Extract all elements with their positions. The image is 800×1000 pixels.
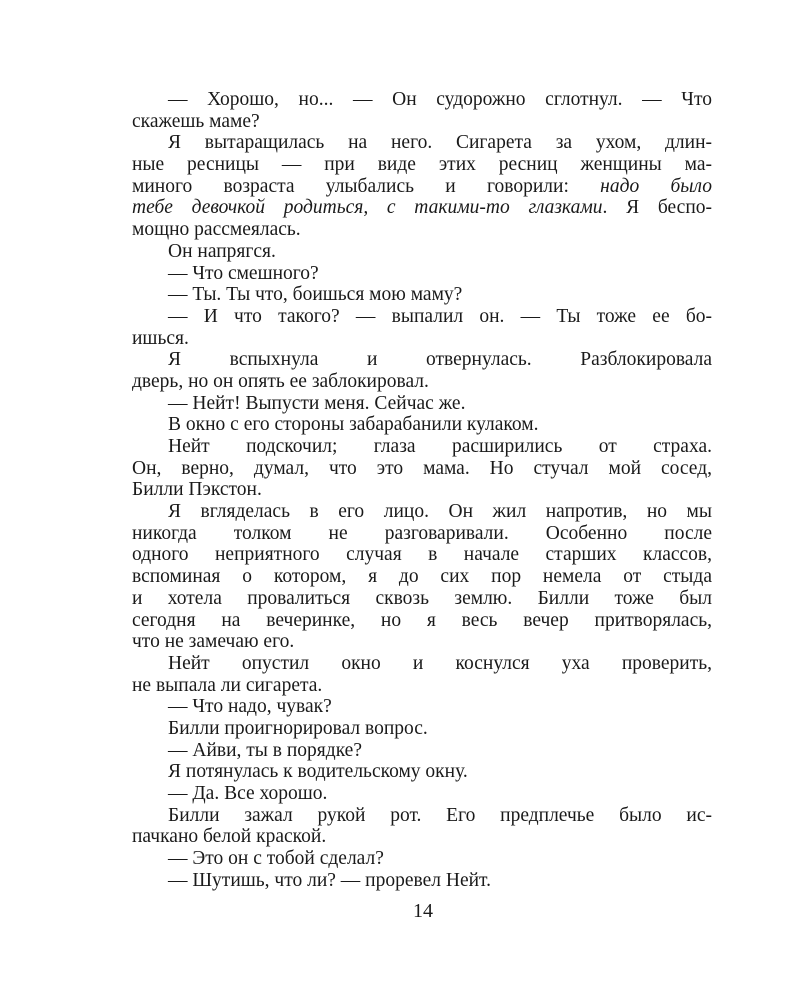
text-segment: миного возраста улыбались и говорили: <box>132 175 601 197</box>
text-line <box>132 718 712 740</box>
text-line <box>132 241 712 263</box>
text-line <box>132 805 712 827</box>
text-line <box>132 89 712 111</box>
text-segment: Я вгляделась в его лицо. Он жил напротив, но мы <box>168 501 712 523</box>
text-segment: — Нейт! Выпусти меня. Сейчас же. <box>168 392 466 414</box>
text-segment: — Шутишь, что ли? — проревел Нейт. <box>168 869 491 891</box>
book-page-text <box>132 89 712 891</box>
text-segment: не выпала ли сигарета. <box>132 674 323 696</box>
text-line <box>132 610 712 632</box>
text-segment: — Айви, ты в порядке? <box>168 739 362 761</box>
text-segment: Я потянулась к водительскому окну. <box>168 761 468 783</box>
text-segment: В окно с его стороны забарабанили кулаком. <box>168 414 539 436</box>
text-segment: одного неприятного случая в начале старших классов, <box>132 544 712 566</box>
text-segment: вспоминая о котором, я до сих пор немела от стыда <box>132 566 712 588</box>
text-segment: — Это он с тобой сделал? <box>168 848 384 870</box>
text-segment: — Хорошо, но... — Он судорожно сглотнул. — Что <box>168 89 712 110</box>
text-segment: Билли зажал рукой рот. Его предплечье было ис- <box>168 804 712 826</box>
text-segment: что не замечаю его. <box>132 631 295 653</box>
text-line <box>132 523 712 545</box>
text-segment: Билли Пэкстон. <box>132 479 262 501</box>
text-segment: никогда толком не разговаривали. Особенно после <box>132 522 712 544</box>
text-line <box>132 783 712 805</box>
text-line <box>132 328 712 350</box>
text-line <box>132 371 712 393</box>
text-line <box>132 263 712 285</box>
text-segment: — Да. Все хорошо. <box>168 783 328 804</box>
text-line <box>132 414 712 436</box>
text-line <box>132 588 712 610</box>
text-segment: Он напрягся. <box>168 240 276 262</box>
text-line <box>132 132 712 154</box>
text-segment: Нейт опустил окно и коснулся уха проверить, <box>168 652 712 674</box>
text-segment: скажешь маме? <box>132 110 260 132</box>
text-line <box>132 154 712 176</box>
text-segment: . Я беспо- <box>602 197 713 219</box>
text-segment: ные ресницы — при виде этих ресниц женщины ма- <box>132 154 712 176</box>
text-line <box>132 848 712 870</box>
text-segment: ишься. <box>132 327 189 349</box>
text-line <box>132 631 712 653</box>
text-segment: дверь, но он опять ее заблокировал. <box>132 370 429 392</box>
text-segment: Я вспыхнула и отвернулась. Разблокировала <box>168 349 712 371</box>
text-line <box>132 826 712 848</box>
text-line <box>132 479 712 501</box>
text-line <box>132 176 712 198</box>
text-line <box>132 436 712 458</box>
italic-text: надо было <box>600 175 712 197</box>
text-line <box>132 675 712 697</box>
text-segment: мощно рассмеялась. <box>132 219 301 241</box>
text-line <box>132 284 712 306</box>
text-line <box>132 306 712 328</box>
text-segment: — И что такого? — выпалил он. — Ты тоже ее бо- <box>168 305 712 327</box>
text-line <box>132 740 712 762</box>
text-line <box>132 566 712 588</box>
text-line <box>132 197 712 219</box>
text-line <box>132 544 712 566</box>
text-segment: пачкано белой краской. <box>132 826 327 848</box>
text-segment: Он, верно, думал, что это мама. Но стучал мой сосед, <box>132 457 712 479</box>
text-line <box>132 653 712 675</box>
text-line <box>132 501 712 523</box>
text-segment: и хотела провалиться сквозь землю. Билли тоже был <box>132 587 712 609</box>
text-segment: — Что смешного? <box>168 262 319 284</box>
text-line <box>132 111 712 133</box>
text-segment: сегодня на вечеринке, но я весь вечер притворялась, <box>132 609 712 631</box>
text-segment: Билли проигнорировал вопрос. <box>168 717 428 739</box>
text-line <box>132 349 712 371</box>
text-segment: — Что надо, чувак? <box>168 696 332 718</box>
text-line <box>132 458 712 480</box>
text-line <box>132 696 712 718</box>
text-line <box>132 393 712 415</box>
page-number: 14 <box>413 900 433 922</box>
italic-text: тебе девочкой родиться, с такими-то глазками <box>132 197 603 219</box>
text-line <box>132 761 712 783</box>
text-segment: Нейт подскочил; глаза расширились от страха. <box>168 436 712 457</box>
text-line <box>132 870 712 892</box>
text-segment: — Ты. Ты что, боишься мою маму? <box>168 284 463 306</box>
text-segment: Я вытаращилась на него. Сигарета за ухом, длин- <box>168 132 712 154</box>
text-line <box>132 219 712 241</box>
